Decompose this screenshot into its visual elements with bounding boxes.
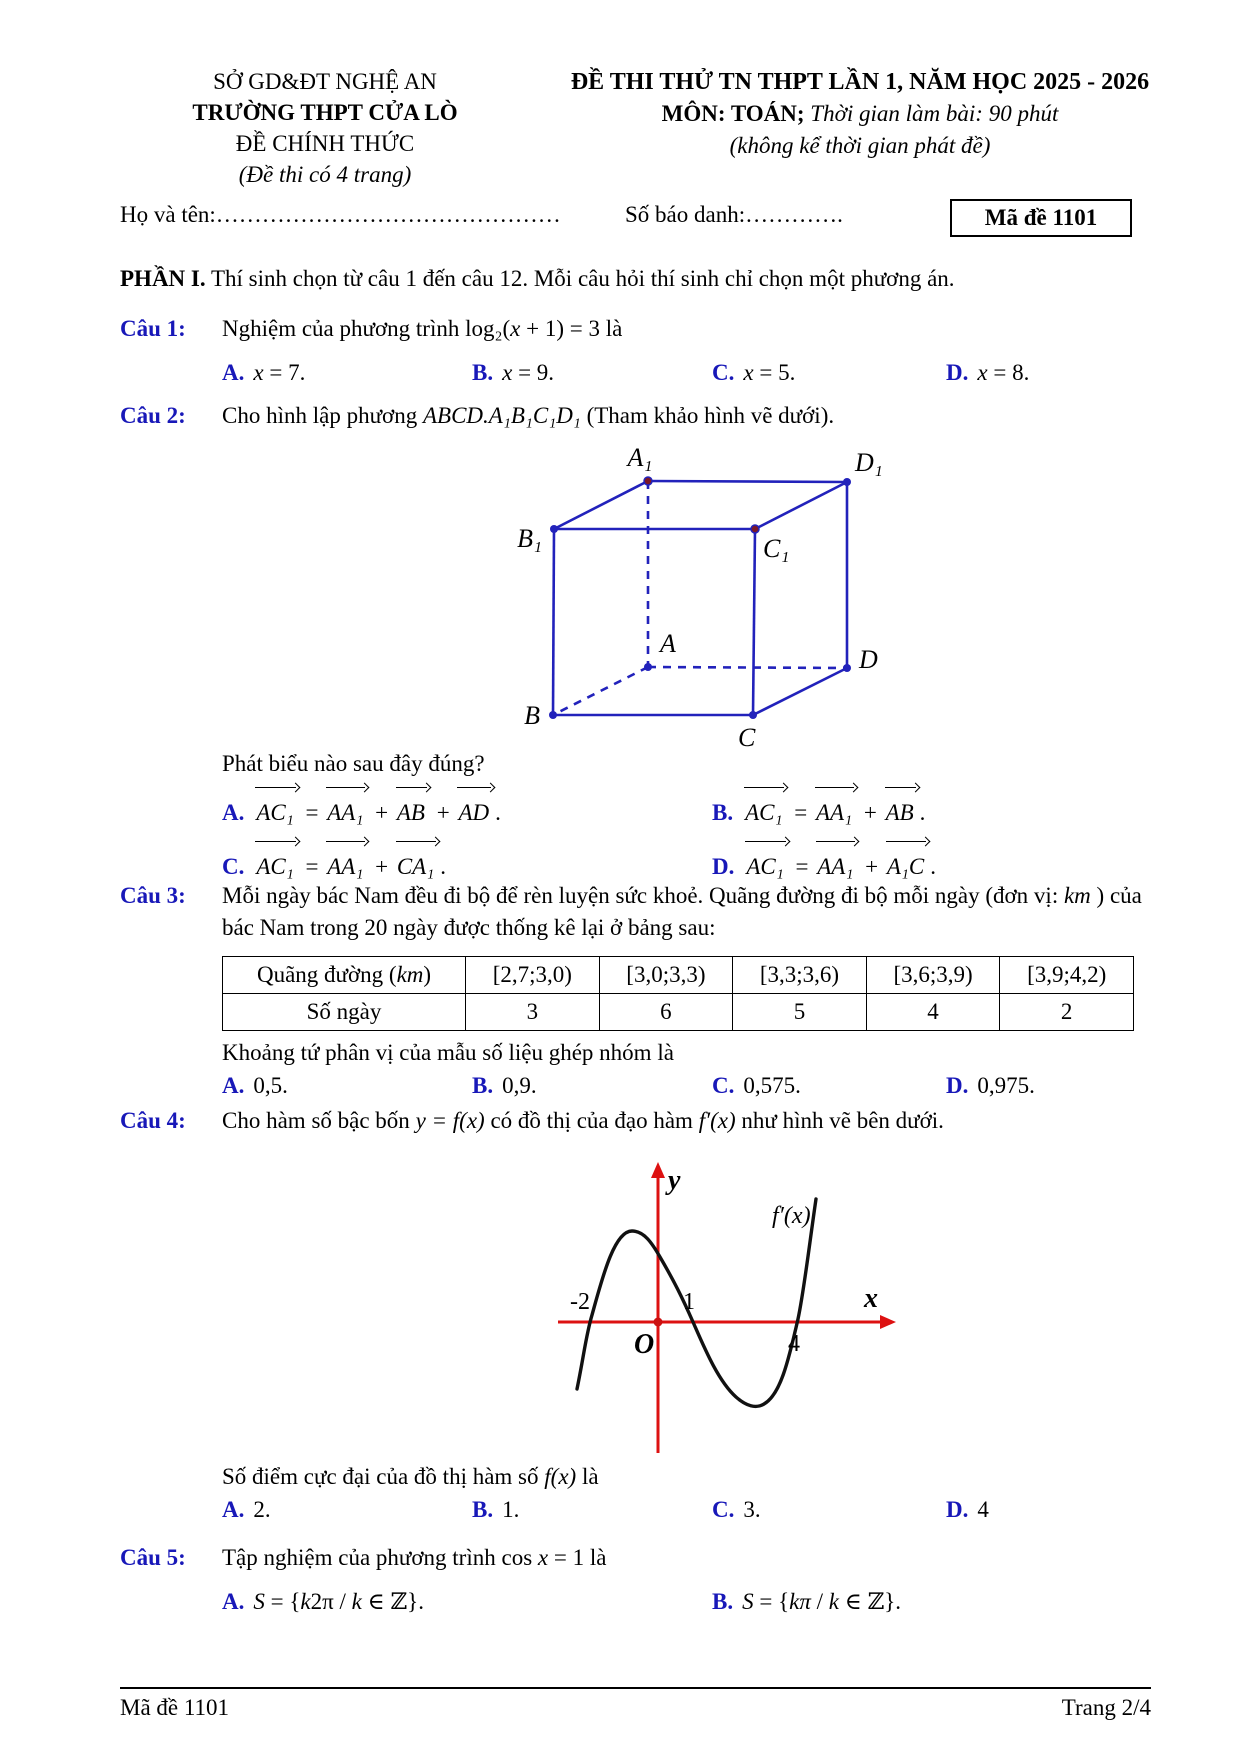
tick-4: 4: [788, 1331, 800, 1357]
q3-option-d: D. 0,975.: [946, 1073, 1035, 1098]
question-1: [120, 313, 1153, 390]
duration-text: Thời gian làm bài: 90 phút: [804, 101, 1059, 126]
q4-option-d: D. 4: [946, 1497, 989, 1522]
part1-instruction: Thí sinh chọn từ câu 1 đến câu 12. Mỗi câu hỏi thí sinh chỉ chọn một phương án.: [205, 266, 955, 291]
pages-note: (Đề thi có 4 trang): [238, 162, 412, 187]
q4-stem: Cho hàm số bậc bốn y = f(x) có đồ thị của đạo hàm f′(x) như hình vẽ bên dưới.: [222, 1108, 944, 1133]
q3-question: Khoảng tứ phân vị của mẫu số liệu ghép nhóm là: [222, 1040, 674, 1065]
q5-option-a: A. S = {k2π / k ∈ ℤ}.: [222, 1589, 424, 1614]
q1-option-c: C. x = 5.: [712, 360, 796, 385]
part1-heading: PHẦN I.: [120, 266, 206, 291]
q1-option-b: B. x = 9.: [472, 360, 555, 385]
name-field: Họ và tên:………………………………………: [120, 202, 561, 227]
q2-question: Phát biểu nào sau đây đúng?: [222, 751, 485, 776]
part1-heading-row: [120, 263, 1153, 295]
q1-option-d: D. x = 8.: [946, 360, 1030, 385]
header-right-block: [558, 66, 1162, 162]
q3-label: Câu 3:: [120, 883, 186, 908]
footer-exam-code: Mã đề 1101: [120, 1695, 230, 1720]
official-exam-label: ĐỀ CHÍNH THỨC: [235, 131, 415, 156]
cube-label-A1: A₁: [627, 443, 653, 472]
q3-option-b: B. 0,9.: [472, 1073, 537, 1098]
footer-rule: [120, 1687, 1151, 1689]
question-2: [120, 400, 1153, 890]
question-3: [120, 880, 1153, 1103]
q2-option-d: D. AC₁ = AA₁ + A₁C .: [712, 836, 1153, 890]
cube-figure: [480, 440, 900, 748]
cube-label-C1: C₁: [763, 534, 790, 563]
q4-question: Số điểm cực đại của đồ thị hàm số f(x) là: [222, 1464, 599, 1489]
cube-vertex-dots: [549, 477, 851, 719]
cube-label-C: C: [738, 723, 756, 748]
derivative-graph-figure: [540, 1157, 910, 1459]
q5-option-b: B. S = {kπ / k ∈ ℤ}.: [712, 1589, 902, 1614]
cube-label-D: D: [859, 645, 878, 674]
origin-dot: [654, 1318, 663, 1327]
q3-option-a: A. 0,5.: [222, 1073, 288, 1098]
q5-label: Câu 5:: [120, 1545, 186, 1570]
x-axis-label: x: [864, 1283, 878, 1314]
subject-name: MÔN: TOÁN;: [661, 101, 805, 126]
subject-line: [558, 98, 1162, 130]
q2-options-row-1: [222, 782, 1153, 836]
q5-stem: Tập nghiệm của phương trình cos x = 1 là: [222, 1545, 607, 1570]
q1-options-row: [222, 356, 1153, 390]
y-axis-label: y: [668, 1165, 681, 1196]
cube-label-B1: B₁: [517, 524, 542, 553]
curve-label: f′(x): [772, 1203, 811, 1229]
tick-1: 1: [683, 1289, 695, 1315]
q4-options-row: [222, 1493, 1153, 1527]
cube-svg: [480, 440, 900, 748]
exam-code-box: Mã đề 1101: [950, 199, 1132, 237]
table-header-row: Quãng đường (km) [2,7;3,0) [3,0;3,3) [3,3;3,6) [3,6;3,9) [3,9;4,2): [223, 957, 1134, 994]
duration-note: (không kể thời gian phát đề): [729, 133, 991, 158]
question-4: [120, 1105, 1153, 1527]
footer-row: [120, 1692, 1151, 1724]
graph-svg: [540, 1157, 910, 1459]
cube-label-B: B: [524, 701, 540, 730]
question-5: [120, 1542, 1153, 1622]
table-data-row: Số ngày 3 6 5 4 2: [223, 994, 1134, 1031]
q3-option-c: C. 0,575.: [712, 1073, 801, 1098]
q1-label: Câu 1:: [120, 316, 186, 341]
origin-label: O: [634, 1329, 655, 1360]
cube-label-D1: D₁: [855, 448, 883, 477]
department-name: SỞ GD&ĐT NGHỆ AN: [213, 69, 437, 94]
q4-option-b: B. 1.: [472, 1497, 520, 1522]
exam-title: ĐỀ THI THỬ TN THPT LẦN 1, NĂM HỌC 2025 - 2026: [570, 69, 1150, 95]
q4-label: Câu 4:: [120, 1108, 186, 1133]
q3-stem: Mỗi ngày bác Nam đều đi bộ để rèn luyện sức khoẻ. Quãng đường đi bộ mỗi ngày (đơn vị: km ) của bác Nam trong 20 ngày được thống kê lại ở bảng sau:: [222, 883, 1142, 940]
q2-label: Câu 2:: [120, 403, 186, 428]
q3-options-row: [222, 1069, 1153, 1103]
school-name: TRƯỜNG THPT CỬA LÒ: [192, 100, 458, 125]
frequency-table: [222, 956, 1134, 1031]
q1-option-a: A. x = 7.: [222, 360, 306, 385]
fprime-curve: [577, 1199, 816, 1406]
header-left-block: [170, 66, 480, 190]
q5-options-row: [222, 1582, 1153, 1622]
q2-stem: Cho hình lập phương ABCD.A₁B₁C₁D₁ (Tham khảo hình vẽ dưới).: [222, 403, 835, 428]
q4-option-c: C. 3.: [712, 1497, 761, 1522]
q2-option-b: B. AC₁ = AA₁ + AB .: [712, 782, 1153, 836]
tick-minus2: -2: [570, 1289, 590, 1315]
candidate-number-field: Số báo danh:………….: [625, 202, 843, 227]
q1-stem: Nghiệm của phương trình log₂(x + 1) = 3 là: [222, 316, 623, 341]
cube-label-A: A: [660, 629, 676, 658]
q2-option-a: A. AC₁ = AA₁ + AB + AD .: [222, 782, 712, 836]
footer-page-number: Trang 2/4: [1061, 1695, 1151, 1720]
q2-option-c: C. AC₁ = AA₁ + CA₁ .: [222, 836, 712, 890]
q4-option-a: A. 2.: [222, 1497, 271, 1522]
